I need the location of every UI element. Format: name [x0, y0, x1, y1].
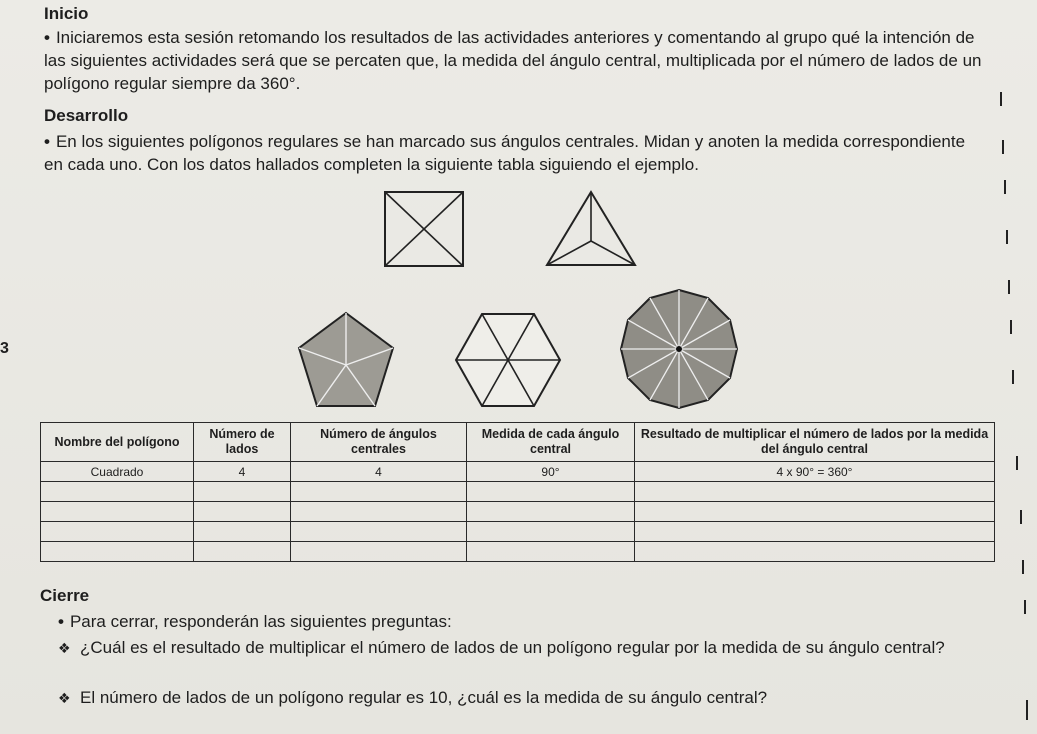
margin-tick [1000, 92, 1002, 106]
cierre-heading: Cierre [40, 586, 90, 605]
table-cell[interactable] [467, 542, 635, 562]
inicio-heading: Inicio [44, 4, 89, 23]
table-cell: 4 x 90° = 360° [635, 462, 995, 482]
table-cell[interactable] [194, 502, 291, 522]
table-row [41, 542, 995, 562]
margin-tick [1004, 180, 1006, 194]
table-cell: 4 [194, 462, 291, 482]
cierre-intro: • Para cerrar, responderán las siguientes preguntas: [58, 610, 978, 633]
diamond-bullet-icon: ❖ [58, 640, 71, 656]
table-row [41, 522, 995, 542]
question-text: El número de lados de un polígono regular es 10, ¿cuál es la medida de su ángulo central? [80, 688, 768, 707]
margin-tick [1002, 140, 1004, 154]
table-header-row [41, 423, 995, 462]
table-cell[interactable] [635, 502, 995, 522]
triangle-polygon [545, 190, 637, 268]
polygon-data-table [40, 422, 995, 562]
dodecagon-polygon [620, 288, 738, 410]
table-cell[interactable] [635, 542, 995, 562]
table-row [41, 462, 995, 482]
header-central-angles: Número de ángulos centrales [291, 423, 467, 462]
margin-tick [1006, 230, 1008, 244]
desarrollo-heading: Desarrollo [44, 106, 129, 125]
header-sides: Número de lados [194, 423, 291, 462]
table-cell[interactable] [467, 482, 635, 502]
margin-tick [1016, 456, 1018, 470]
margin-tick [1026, 700, 1028, 720]
margin-tick [1012, 370, 1014, 384]
table-cell[interactable] [41, 482, 194, 502]
table-cell[interactable] [41, 502, 194, 522]
table-cell[interactable] [635, 482, 995, 502]
question-text: ¿Cuál es el resultado de multiplicar el número de lados de un polígono regular por la medida de su ángulo central? [80, 638, 945, 657]
margin-tick [1022, 560, 1024, 574]
cierre-question-1 [58, 636, 1013, 660]
header-result: Resultado de multiplicar el número de lados por la medida del ángulo central [635, 423, 995, 462]
table-cell[interactable] [41, 542, 194, 562]
table-cell[interactable] [291, 502, 467, 522]
desarrollo-paragraph: • En los siguientes polígonos regulares se han marcado sus ángulos centrales. Midan y anoten la medida correspondiente en cada uno. Con los datos hallados completen la siguiente tabla siguiendo el ejemplo. [44, 130, 984, 176]
margin-tick [1008, 280, 1010, 294]
table-cell: 4 [291, 462, 467, 482]
header-polygon-name: Nombre del polígono [41, 423, 194, 462]
margin-tick [1024, 600, 1026, 614]
header-angle-measure: Medida de cada ángulo central [467, 423, 635, 462]
margin-number: 3 [0, 340, 9, 357]
diamond-bullet-icon: ❖ [58, 690, 71, 706]
table-cell[interactable] [291, 522, 467, 542]
table-cell[interactable] [41, 522, 194, 542]
table-row [41, 502, 995, 522]
table-cell[interactable] [467, 502, 635, 522]
table-cell[interactable] [467, 522, 635, 542]
table-cell[interactable] [291, 542, 467, 562]
table-cell[interactable] [194, 482, 291, 502]
margin-tick [1020, 510, 1022, 524]
table-cell[interactable] [291, 482, 467, 502]
table-cell[interactable] [194, 522, 291, 542]
square-polygon [383, 190, 465, 268]
hexagon-polygon [454, 312, 562, 408]
table-cell: 90° [467, 462, 635, 482]
table-row [41, 482, 995, 502]
cierre-question-2 [58, 686, 1013, 710]
table-cell[interactable] [194, 542, 291, 562]
pentagon-polygon [296, 310, 396, 410]
table-cell[interactable] [635, 522, 995, 542]
inicio-paragraph: • Iniciaremos esta sesión retomando los resultados de las actividades anteriores y comentando al grupo qué la intención de las siguientes actividades será que se percaten que, la medida del ángulo central, multiplicada por el número de lados de un polígono regular siempre da 360°. [44, 26, 984, 95]
margin-tick [1010, 320, 1012, 334]
table-cell: Cuadrado [41, 462, 194, 482]
